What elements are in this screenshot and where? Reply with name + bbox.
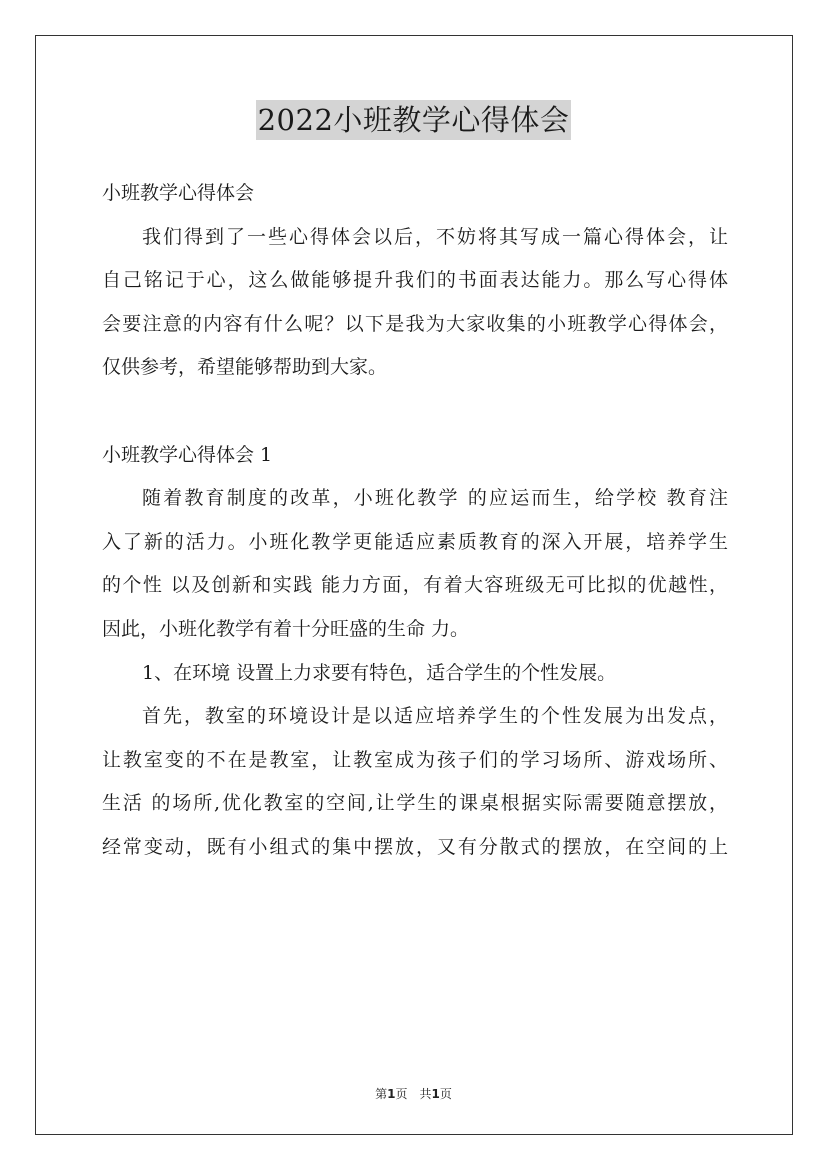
total-prefix: 共: [419, 1087, 432, 1101]
section-paragraph-line: 因此，小班化教学有着十分旺盛的生命 力。: [102, 617, 470, 640]
section-paragraph-line: 随着教育制度的改革，小班化教学 的应运而生，给学校 教育注: [142, 487, 728, 510]
section-heading: 小班教学心得体会 1: [102, 443, 273, 466]
section-point: 1、在环境 设置上力求要有特色，适合学生的个性发展。: [142, 661, 617, 684]
intro-heading: 小班教学心得体会: [102, 182, 255, 204]
intro-line: 自己铭记于心，这么做能够提升我们的书面表达能力。那么写心得体: [102, 269, 728, 292]
page-unit: 页: [395, 1087, 408, 1101]
document-body: [102, 172, 728, 870]
page-total: 1: [431, 1087, 440, 1101]
section-paragraph-line: 的个性 以及创新和实践 能力方面，有着大容班级无可比拟的优越性，: [102, 574, 728, 597]
page-current: 1: [387, 1087, 396, 1101]
intro-line: 仅供参考，希望能够帮助到大家。: [102, 356, 388, 379]
intro-line: 会要注意的内容有什么呢？以下是我为大家收集的小班教学心得体会，: [102, 312, 728, 335]
title-container: [0, 100, 827, 140]
total-unit: 页: [439, 1087, 452, 1101]
paragraph-spacer: [102, 390, 728, 434]
section-paragraph-line: 让教室变的不在是教室，让教室成为孩子们的学习场所、游戏场所、: [102, 748, 728, 771]
document-title: 2022小班教学心得体会: [256, 100, 572, 140]
intro-line: 我们得到了一些心得体会以后，不妨将其写成一篇心得体会，让: [142, 225, 728, 248]
page-footer: [0, 1085, 827, 1102]
section-paragraph-line: 入了新的活力。小班化教学更能适应素质教育的深入开展，培养学生: [102, 530, 728, 553]
section-paragraph-line: 生活 的场所,优化教室的空间,让学生的课桌根据实际需要随意摆放，: [102, 792, 728, 815]
page-prefix: 第: [375, 1087, 388, 1101]
section-paragraph-line: 首先，教室的环境设计是以适应培养学生的个性发展为出发点，: [142, 705, 728, 728]
section-paragraph-line: 经常变动，既有小组式的集中摆放，又有分散式的摆放，在空间的上: [102, 835, 728, 858]
